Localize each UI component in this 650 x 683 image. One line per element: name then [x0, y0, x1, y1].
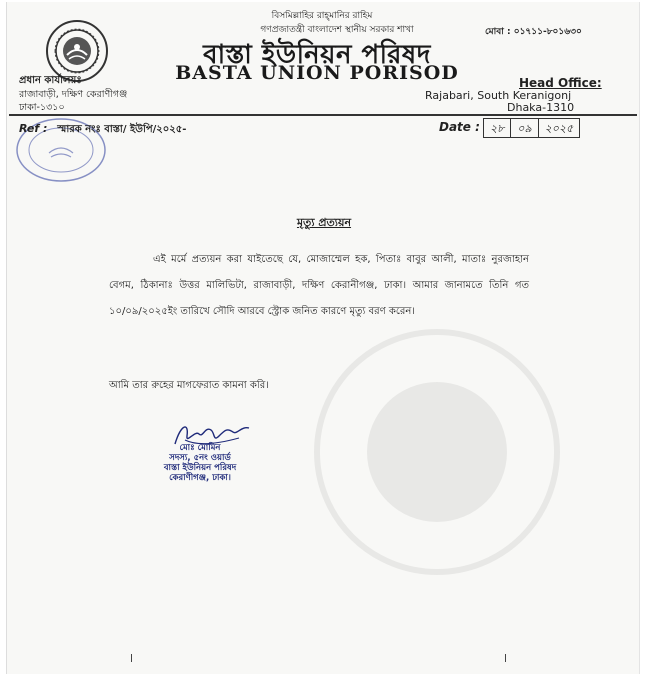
signatory-name: মোঃ মোমিন	[179, 443, 221, 453]
head-office-label-bangla: প্রধান কার্যালয়ঃ	[19, 75, 82, 86]
certificate-subject: মৃত্যু প্রত্যয়ন	[296, 216, 352, 229]
header-divider	[9, 114, 637, 116]
address-bangla-line-2: ঢাকা-১৩১০	[19, 102, 65, 113]
watermark-seal-icon	[307, 322, 567, 582]
fold-mark-right	[505, 654, 506, 662]
date-year: ২০২৫	[544, 122, 574, 135]
union-title-english: BASTA UNION PORISOD	[175, 62, 459, 84]
government-line: গণপ্রজাতন্ত্রী বাংলাদেশ স্থানীয় সরকার শাখা	[260, 25, 414, 35]
signatory-designation: সদস্য, ৫নং ওয়ার্ড	[169, 453, 231, 463]
signatory-block	[125, 443, 275, 483]
date-day: ২৮	[484, 119, 511, 137]
document-page	[6, 2, 640, 674]
closing-prayer: আমি তার রুহের মাগফেরাত কামনা করি।	[109, 380, 269, 391]
address-bangla-line-1: রাজাবাড়ী, দক্ষিণ কেরাণীগঞ্জ	[19, 89, 128, 100]
bismillah-line: বিসমিল্লাহির রাহ্‌মানির রাহিম	[271, 11, 373, 21]
fold-mark-left	[131, 654, 132, 662]
date-month: ০৯	[511, 119, 538, 137]
date-label: Date :	[439, 120, 480, 134]
date-field	[483, 118, 580, 138]
head-office-label-english: Head Office:	[519, 76, 602, 90]
reference-label: Ref :	[19, 122, 48, 135]
mobile-number: মোবা : ০১৭১১-৮০১৬৩০	[485, 27, 582, 37]
address-english-line-1: Rajabari, South Keranigonj	[425, 89, 572, 102]
certificate-body-text: এই মর্মে প্রত্যয়ন করা যাইতেছে যে, মোজাম্মেল হক, পিতাঃ বাবুর আলী, মাতাঃ নুরজাহান বেগম, ঠিকানাঃ উত্তর মালিভিটা, রাজাবাড়ী, দক্ষিণ কেরানীগঞ্জ, ঢাকা। আমার জানামতে তিনি গত ১০/০৯/২০২৫ইং তারিখে সৌদি আরবে স্ট্রোক জনিত কারণে মৃত্যু বরণ করেন।	[109, 254, 529, 317]
reference-line	[19, 122, 186, 139]
union-title-bangla: বাস্তা ইউনিয়ন পরিষদ	[203, 40, 431, 70]
signatory-location: কেরাণীগঞ্জ, ঢাকা।	[169, 473, 231, 483]
signatory-office: বাস্তা ইউনিয়ন পরিষদ	[163, 463, 237, 473]
reference-number: স্মারক নংঃ বাস্তা/ ইউপি/২০২৫-	[57, 124, 187, 135]
address-english-line-2: Dhaka-1310	[507, 101, 575, 114]
certificate-body	[109, 247, 529, 325]
